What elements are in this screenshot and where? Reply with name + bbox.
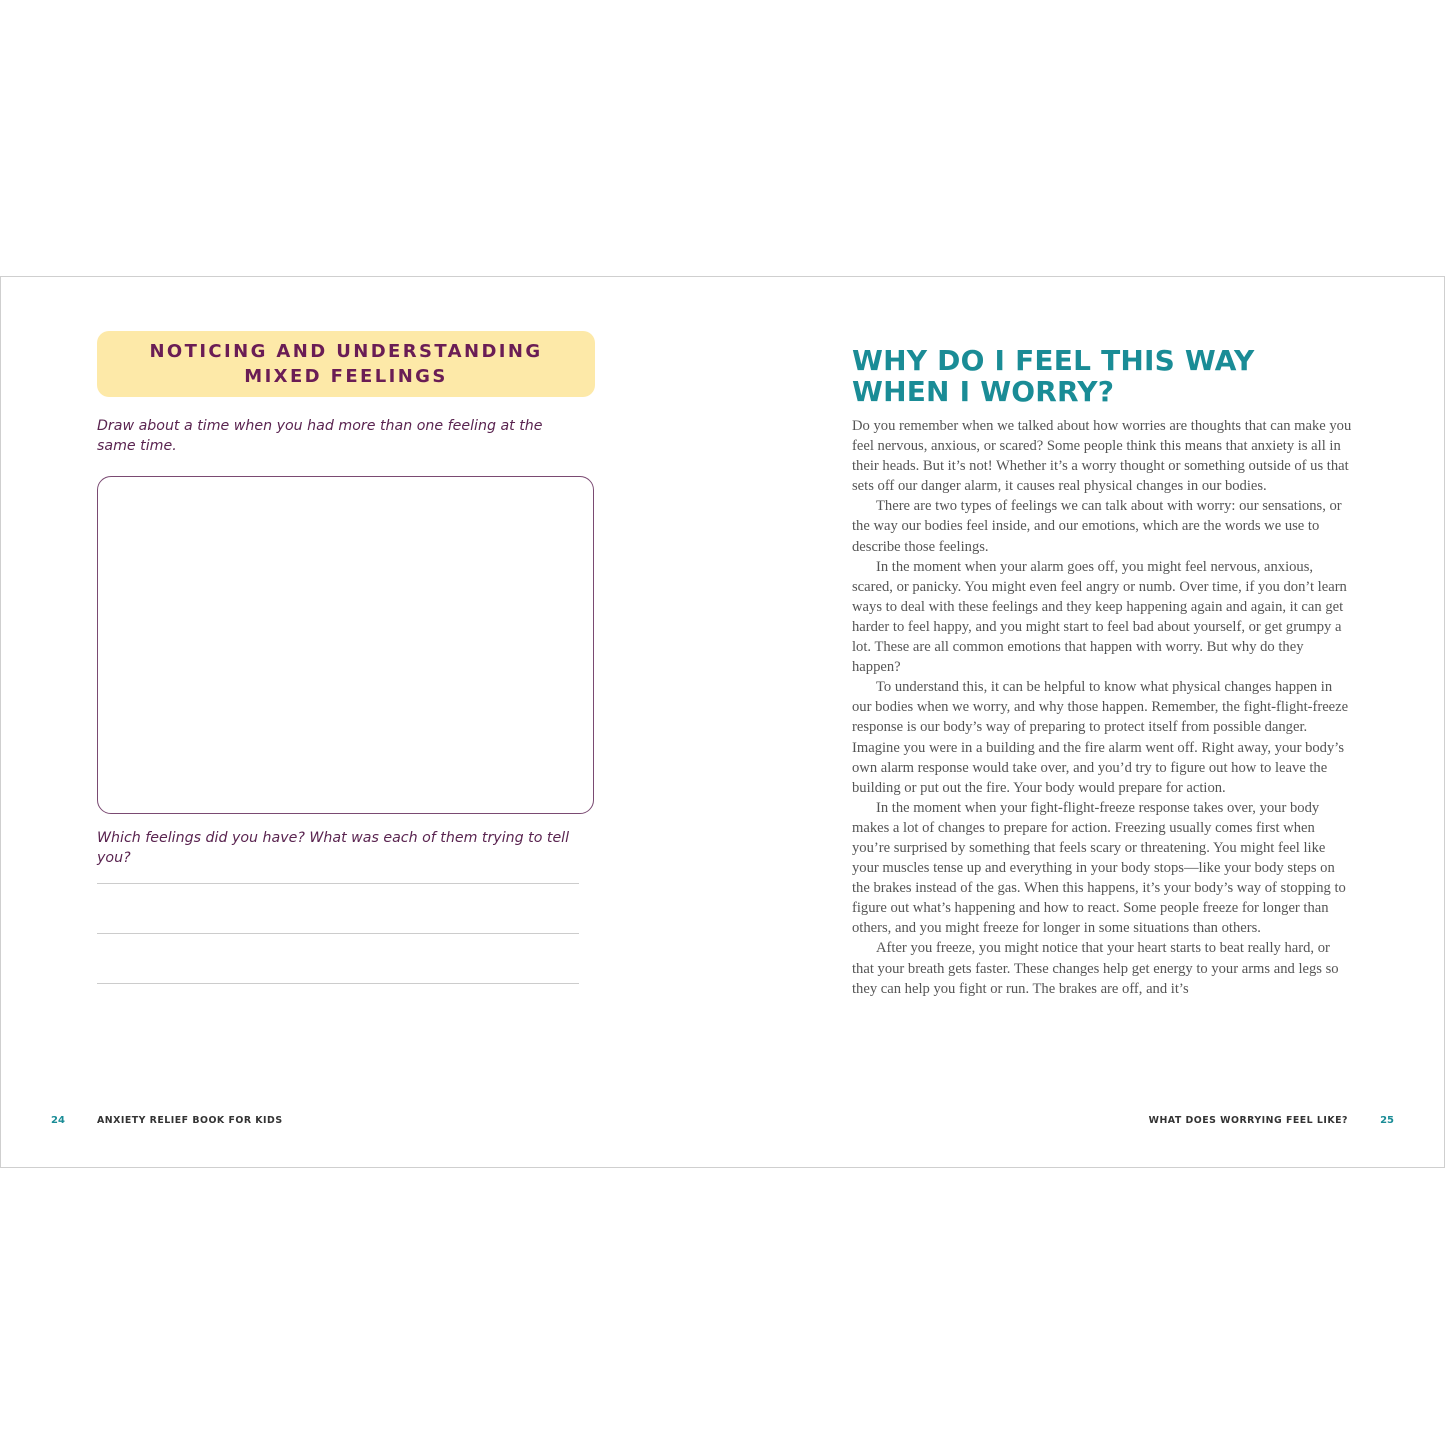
heading-line-1: WHY DO I FEEL THIS WAY <box>852 344 1255 377</box>
answer-line[interactable] <box>97 883 579 884</box>
body-text <box>852 416 1352 999</box>
page-number-right: 25 <box>1380 1115 1394 1126</box>
paragraph: To understand this, it can be helpful to know what physical changes happen in our bodies when we worry, and why those happen. Remember, the fight-flight-freeze response is our body’s way of preparing to protect itself from possible danger. Imagine you were in a building and the fire alarm went off. Right away, your body’s own alarm response would take over, and you’d try to figure out how to leave the building or put out the fire. Your body would prepare for action. <box>852 679 1349 796</box>
answer-line[interactable] <box>97 933 579 934</box>
banner-title-line-1: NOTICING AND UNDERSTANDING <box>149 341 543 362</box>
heading-line-2: WHEN I WORRY? <box>852 375 1115 408</box>
paragraph: After you freeze, you might notice that your heart starts to beat really hard, or that your breath gets faster. These changes help get energy to your arms and legs so they can help you fight or run. The brakes are off, and it’s <box>852 940 1339 997</box>
page-number-left: 24 <box>51 1115 65 1126</box>
running-title-right: WHAT DOES WORRYING FEEL LIKE? <box>1148 1115 1348 1126</box>
paragraph: Do you remember when we talked about how worries are thoughts that can make you feel nervous, anxious, or scared? Some people think this means that anxiety is all in their heads. But it’s not! Whether it’s a worry thought or something outside of us that sets off our danger alarm, it causes real physical changes in our bodies. <box>852 418 1352 495</box>
answer-line[interactable] <box>97 983 579 984</box>
section-heading <box>852 345 1254 407</box>
banner-title-line-2: MIXED FEELINGS <box>244 366 448 387</box>
paragraph: In the moment when your fight-flight-freeze response takes over, your body makes a lot of changes to prepare for action. Freezing usually comes first when you’re surprised by something that feels scary or threatening. You might feel like your muscles tense up and everything in your body stops—like your body steps on the brakes instead of the gas. When this happens, it’s your body’s way of stopping to figure out what’s happening and how to react. Some people freeze for longer than others, and you might freeze for longer in some situations than others. <box>852 799 1346 937</box>
drawing-area[interactable] <box>97 476 594 814</box>
paragraph: There are two types of feelings we can talk about with worry: our sensations, or the way our bodies feel inside, and our emotions, which are the words we use to describe those feelings. <box>852 498 1342 555</box>
activity-banner <box>97 331 595 397</box>
running-title-left: ANXIETY RELIEF BOOK FOR KIDS <box>97 1115 283 1126</box>
book-spread <box>0 276 1445 1168</box>
writing-prompt: Which feelings did you have? What was each of them trying to tell you? <box>97 830 570 866</box>
drawing-prompt: Draw about a time when you had more than one feeling at the same time. <box>97 418 543 454</box>
paragraph: In the moment when your alarm goes off, you might feel nervous, anxious, scared, or panicky. You might even feel angry or numb. Over time, if you don’t learn ways to deal with these feelings and they keep happening again and again, it can get harder to feel happy, and you might start to feel bad about yourself, or get grumpy a lot. These are all common emotions that happen with worry. But why do they happen? <box>852 558 1347 676</box>
